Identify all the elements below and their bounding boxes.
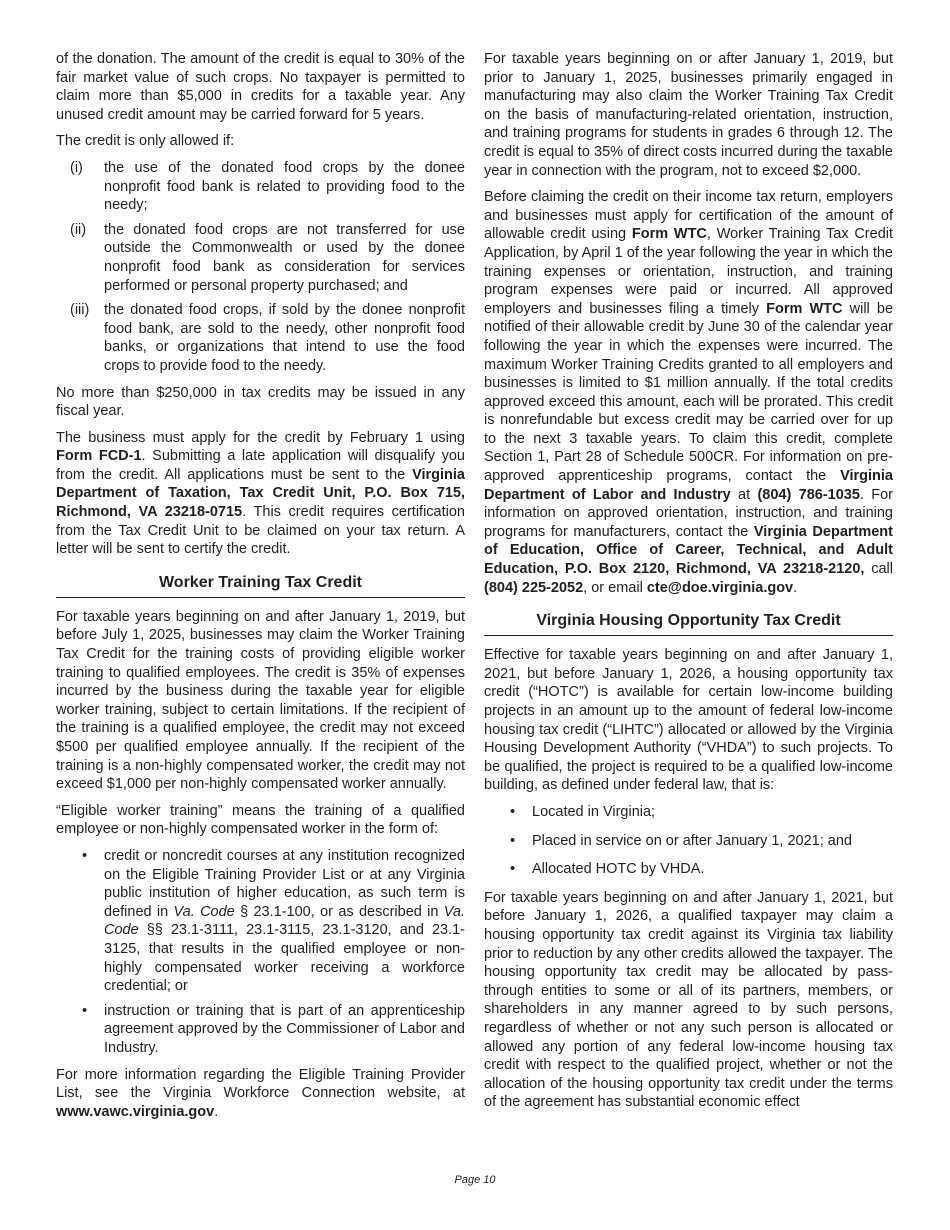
list-item (484, 832, 893, 851)
agency-address: Virginia Department of Education, Office of Career, Technical, and Adult Education, P.O. Box 2120, Richmond, VA 23218-2120, (484, 523, 893, 578)
list-number: (i) (70, 159, 83, 176)
text-run: § 23.1-100, or as described in (234, 903, 444, 920)
text-run: call (864, 561, 893, 578)
text-run: credit or noncredit courses at any institution recognized on the Eligible Training Provider List or at any Virginia public institution of higher education, as such term is defined in (104, 847, 465, 920)
code-citation: Va. Code (173, 903, 235, 920)
list-item-text: Allocated HOTC by VHDA. (532, 861, 705, 878)
phone-number: (804) 786-1035 (757, 486, 860, 503)
list-item (56, 221, 465, 295)
text-run: at (730, 486, 758, 503)
right-column (484, 50, 893, 1120)
text-run: . (793, 579, 798, 596)
list-item (56, 159, 465, 215)
bullet-icon: • (510, 803, 516, 820)
list-item (484, 860, 893, 879)
section-heading: Virginia Housing Opportunity Tax Credit (484, 611, 893, 636)
bullet-icon: • (82, 847, 88, 864)
list-item-text: instruction or training that is part of an apprenticeship agreement approved by the Commissioner of Labor and Industry. (104, 1002, 465, 1056)
list-item-text: the donated food crops, if sold by the donee nonprofit food bank, are sold to the needy, other nonprofit food banks, or organizations that intend to use the food crops to provide food to the needy. (104, 302, 465, 374)
text-run: will be notified of their allowable credit by June 30 of the calendar year following the year in which the expenses were incurred. The maximum Worker Training Credits granted to all employers and businesses is limited to $1 million annually. If the total credits approved exceed this amount, each will be prorated. This credit is nonrefundable but excess credit may be carried over for up to the next 3 taxable years. To claim this credit, complete Section 1, Part 28 of Schedule 500CR. For information on pre-approved apprenticeship programs, contact the (484, 300, 894, 485)
list-number: (ii) (70, 221, 87, 238)
text-run: §§ 23.1-3111, 23.1-3115, 23.1-3120, and 23.1-3125, that results in the qualified employee or non-highly compensated worker receiving a workforce credential; or (104, 922, 465, 995)
text-run: Before claiming the credit on their income tax return, employers and businesses must apply for certification of the amount of allowable credit using (484, 189, 893, 243)
text-run: . (214, 1103, 219, 1120)
text-run: The business must apply for the credit by February 1 using (56, 429, 465, 446)
section-heading: Worker Training Tax Credit (56, 573, 465, 598)
bullet-icon: • (510, 832, 516, 849)
code-citation: Va. Code (104, 903, 466, 939)
paragraph: of the donation. The amount of the credit is equal to 30% of the fair market value of such crops. No taxpayer is permitted to claim more than $5,000 in credits for a taxable year. Any unused credit amount may be carried forward for 5 years. (56, 51, 465, 123)
bullet-icon: • (82, 1002, 88, 1019)
paragraph: Effective for taxable years beginning on and after January 1, 2021, but before January 1, 2026, a housing opportunity tax credit (“HOTC”) is available for certain low-income building projects in an amount up to the amount of federal low-income housing tax credit (“LIHTC”) allocated or allowed by the Virginia Housing Development Authority (“VHDA”) to such projects. To be qualified, the project is required to be a qualified low-income building, as defined under federal law, that is: (484, 647, 893, 794)
list-item-text: the use of the donated food crops by the donee nonprofit food bank is related to providing food to the needy; (104, 159, 465, 214)
list-item-text: the donated food crops are not transferred for use outside the Commonwealth or used by the donee nonprofit food bank as consideration for services performed or personal property purchased; and (104, 221, 465, 294)
paragraph (56, 1066, 465, 1122)
paragraph: No more than $250,000 in tax credits may be issued in any fiscal year. (56, 384, 465, 420)
paragraph: “Eligible worker training” means the training of a qualified employee or non-highly compensated worker in the form of: (56, 802, 465, 838)
list-item (56, 1002, 465, 1058)
training-forms-list (56, 847, 465, 1058)
text-run: . This credit requires certification from the Tax Credit Unit to be claimed on your tax return. A letter will be sent to certify the credit. (56, 504, 465, 558)
text-run: , or email (583, 579, 647, 596)
paragraph (56, 429, 465, 559)
text-run: , Worker Training Tax Credit Application, by April 1 of the year following the year in which the training expenses or orientation, instruction, and training program expenses were paid or incurred. All approved employers and businesses filing a timely (484, 226, 894, 317)
form-name: Form WTC (766, 300, 843, 317)
phone-number: (804) 225-2052 (484, 579, 584, 596)
list-item-text: Placed in service on or after January 1, 2021; and (532, 832, 852, 849)
form-name: Form FCD-1 (56, 448, 142, 465)
paragraph: For taxable years beginning on or after January 1, 2019, but prior to January 1, 2025, businesses primarily engaged in manufacturing may also claim the Worker Training Tax Credit on the basis of manufacturing-related orientation, instruction, and training programs for students in grades 6 through 12. The credit is equal to 35% of direct costs incurred during the taxable year in connection with the program, not to exceed $2,000. (484, 51, 893, 179)
paragraph: For taxable years beginning on and after January 1, 2021, but before January 1, 2026, a qualified taxpayer may claim a housing opportunity tax credit against its Virginia tax liability prior to reduction by any other credits allowed the taxpayer. The housing opportunity tax credit may be allocated by pass-through entities to some or all of its partners, members, or shareholders in any manner agreed to by such persons, regardless of whether or not any such person is allocated or allowed any portion of any federal low-income housing tax credit with respect to the qualified project, whether or not the allocation of the housing opportunity tax credit under the terms of the agreement has substantial economic effect (484, 889, 893, 1111)
qualification-list (484, 803, 893, 879)
paragraph: For taxable years beginning on and after January 1, 2019, but before July 1, 2025, businesses may claim the Worker Training Tax Credit for the training costs of providing eligible worker training to qualified employees. The credit is 35% of expenses incurred by the business during the taxable year for eligible worker training, subject to certain limitations. If the recipient of the training is a qualified employee, the credit may not exceed $500 per qualified employee annually. If the recipient of the training is a non-highly compensated worker, the credit may not exceed $1,000 per non-highly compensated worker annually. (56, 608, 465, 793)
text-run: . Submitting a late application will disqualify you from the credit. All applications must be sent to the (56, 448, 465, 483)
list-item-text: Located in Virginia; (532, 803, 656, 820)
list-item (56, 847, 465, 996)
conditions-list (56, 159, 465, 376)
text-run: . For information on approved orientation, instruction, and training programs for manufacturers, contact the (484, 486, 893, 540)
paragraph: The credit is only allowed if: (56, 133, 235, 150)
paragraph (484, 188, 893, 597)
left-column (56, 50, 465, 1129)
form-name: Form WTC (631, 226, 707, 243)
text-run: For more information regarding the Eligible Training Provider List, see the Virginia Workforce Connection website, at (56, 1066, 465, 1102)
list-number: (iii) (70, 302, 90, 319)
bullet-icon: • (510, 861, 516, 878)
agency-name: Virginia Department of Labor and Industry (484, 468, 893, 503)
list-item (56, 301, 465, 375)
list-item (484, 803, 893, 822)
email-link[interactable]: cte@doe.virginia.gov (646, 579, 794, 596)
page-number: Page 10 (454, 1174, 496, 1186)
mailing-address: Virginia Department of Taxation, Tax Credit Unit, P.O. Box 715, Richmond, VA 23218-0715 (56, 466, 465, 521)
website-link[interactable]: www.vawc.virginia.gov (56, 1103, 215, 1120)
